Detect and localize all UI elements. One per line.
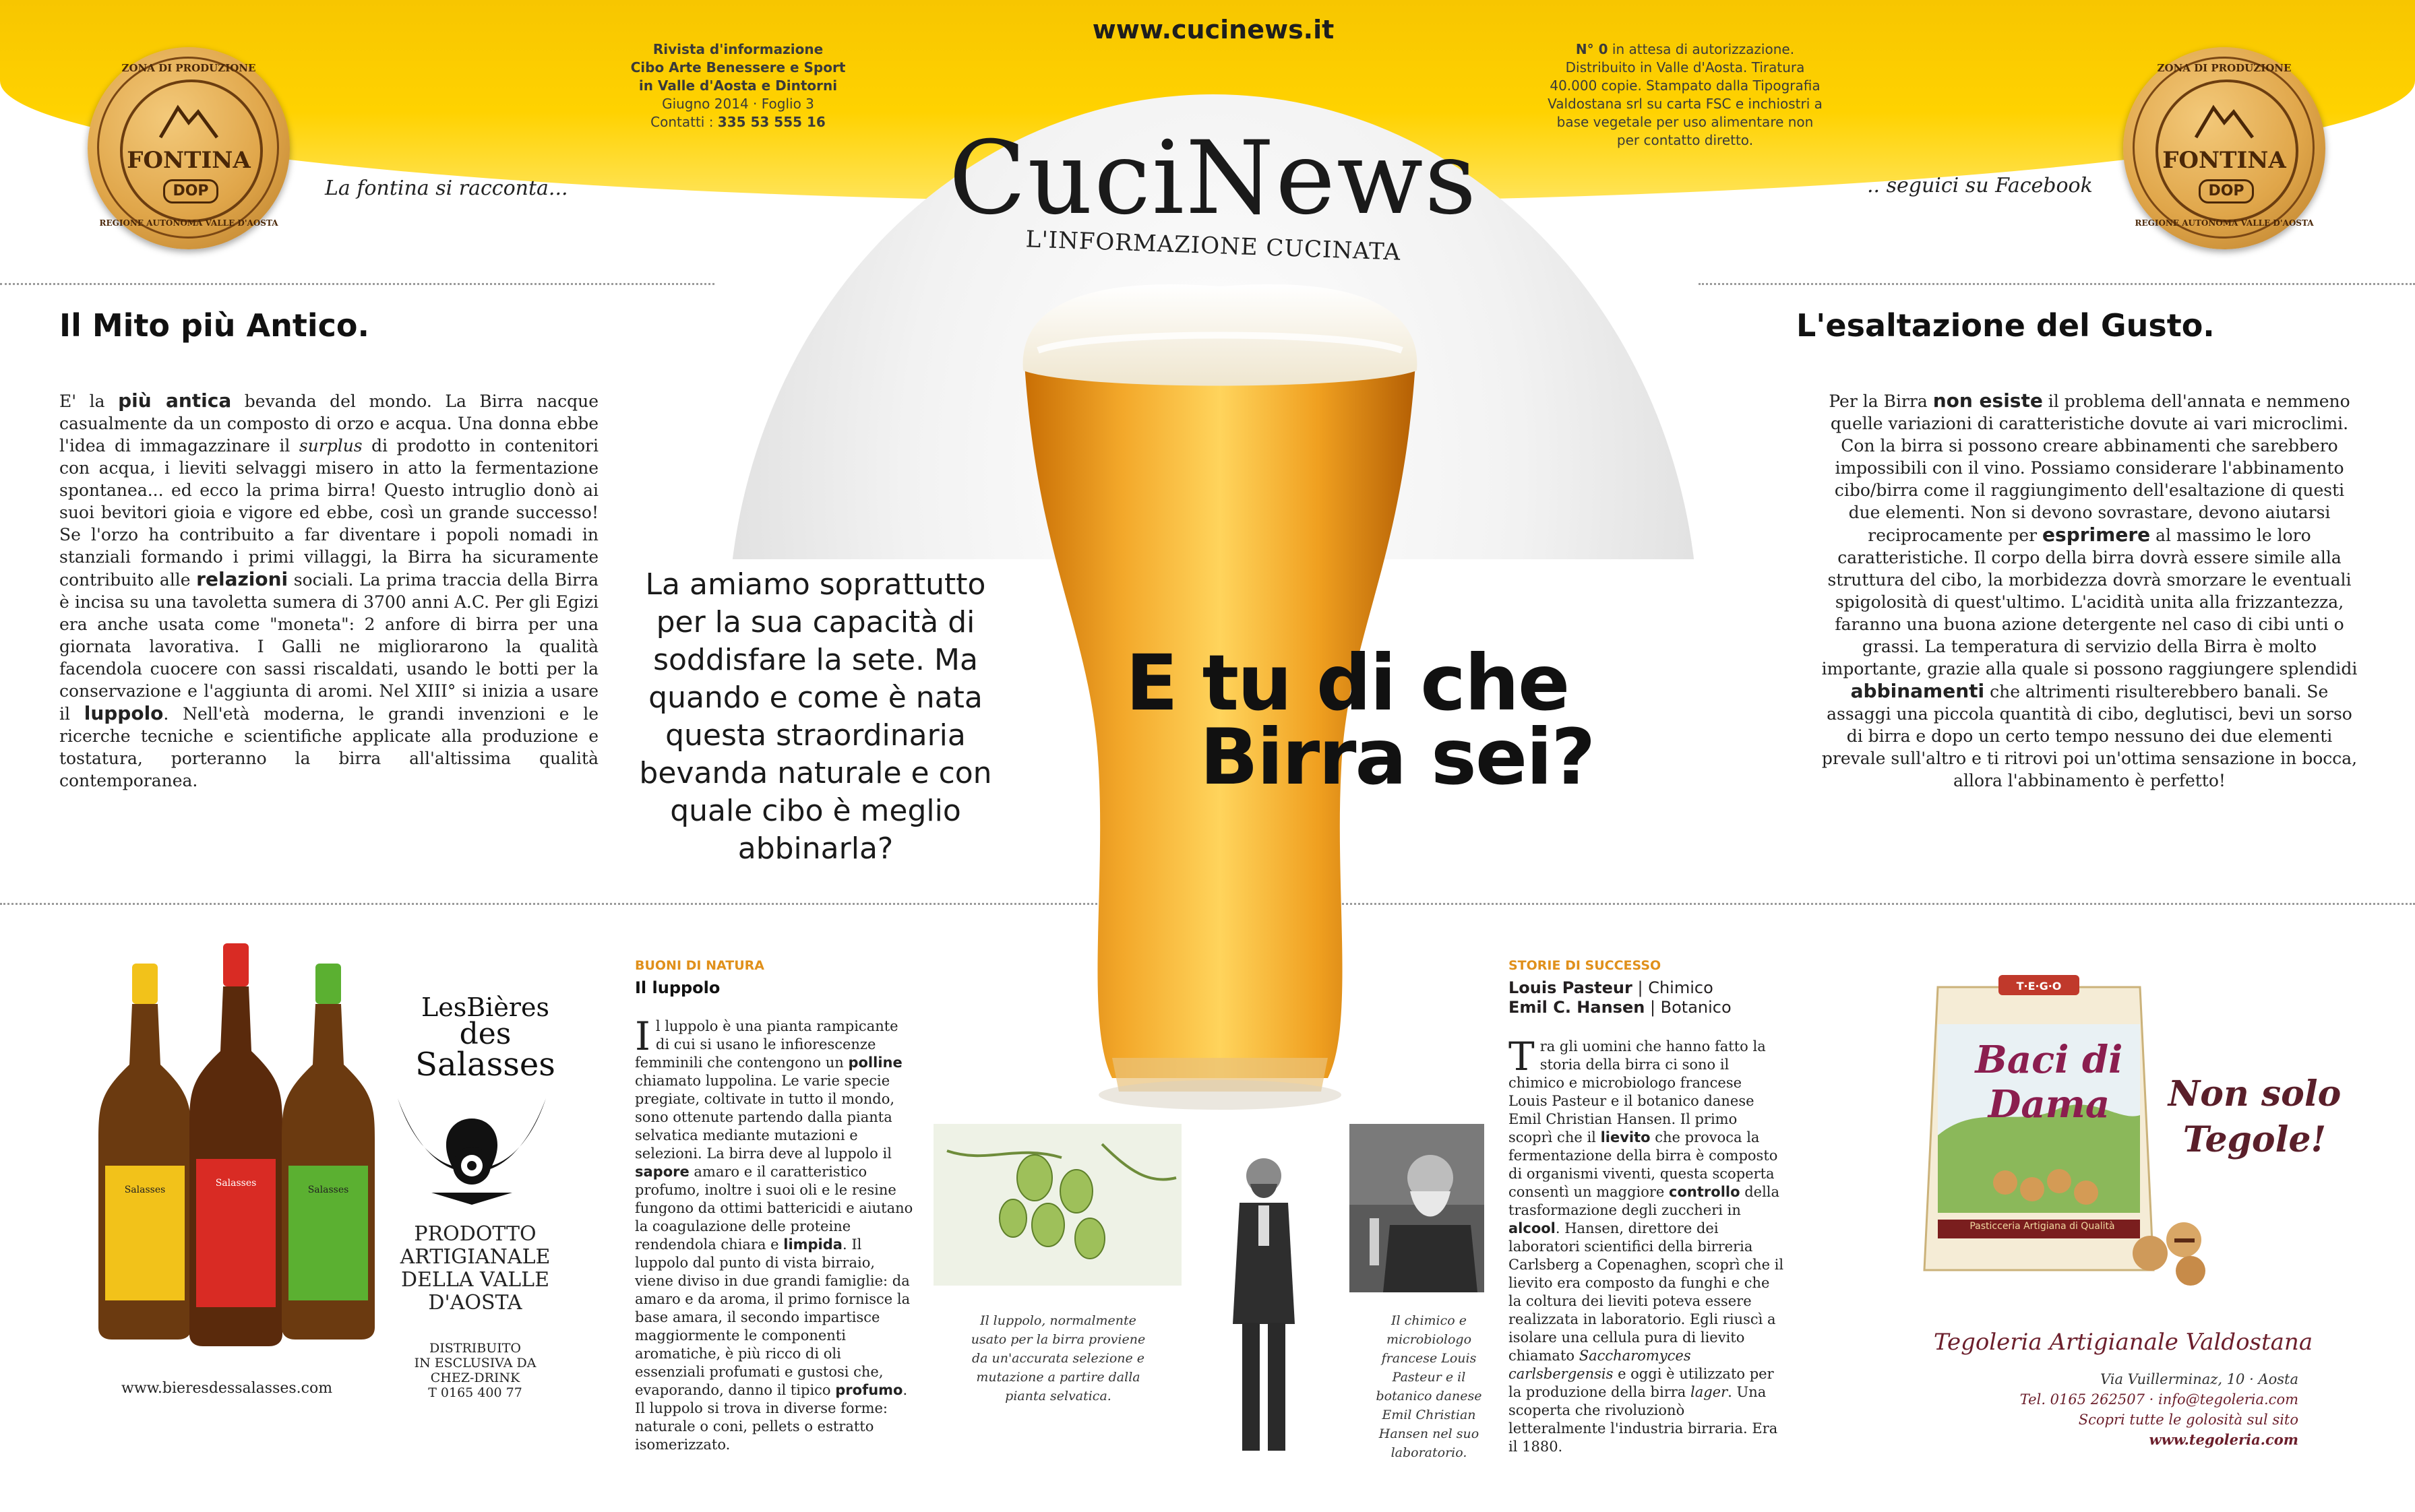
- salasses-logo: [404, 994, 566, 1081]
- issue-number: N° 0: [1575, 41, 1608, 57]
- info-right-line4: Valdostana srl su carta FSC e inchiostri a: [1548, 96, 1823, 112]
- info-right-line5: base vegetale per uso alimentare non: [1556, 114, 1814, 130]
- role-hansen: | Botanico: [1645, 998, 1732, 1017]
- center-question: La amiamo soprattutto per la sua capacità di soddisfare la sete. Ma quando e come è nata questa straordinaria bevanda naturale e con quale cibo è meglio abbinarla?: [639, 567, 992, 866]
- left-article-title: Il Mito più Antico.: [59, 307, 369, 344]
- hops-photo: [934, 1124, 1182, 1286]
- green-bottle: [278, 964, 379, 1341]
- name-hansen: Emil C. Hansen: [1508, 998, 1645, 1017]
- salasses-logo-line1: LesBières: [421, 993, 549, 1022]
- divider-top-left: [0, 283, 714, 285]
- info-left-line2: Cibo Arte Benessere e Sport: [630, 59, 846, 75]
- info-right-line2: Distribuito in Valle d'Aosta. Tiratura: [1565, 59, 1805, 75]
- bottle-label-text: Salasses: [124, 1185, 166, 1195]
- scientists-caption: Il chimico e microbiologo francese Louis Pasteur e il botanico danese Emil Christian Hansen nel suo laboratorio.: [1376, 1313, 1482, 1460]
- viking-emblem: [391, 1092, 553, 1206]
- masthead-title: CuciNews: [948, 120, 1478, 237]
- seal-dop-badge: DOP: [163, 179, 218, 203]
- seal-top-text: ZONA DI PRODUZIONE: [2157, 62, 2292, 74]
- headline-line1: E tu di che: [1126, 638, 1569, 728]
- success-kicker: STORIE DI SUCCESSO: [1508, 958, 1661, 973]
- svg-text:T·E·G·O: T·E·G·O: [2016, 980, 2062, 993]
- hops-caption: Il luppolo, normalmente usato per la birra proviene da un'accurata selezione e mutazione a partire dalla pianta selvatica.: [971, 1313, 1146, 1404]
- seal-top-text: ZONA DI PRODUZIONE: [121, 62, 256, 74]
- baci-di-dama-logo: Baci di Dama: [1975, 1038, 2123, 1127]
- tegoleria-address: Via Vuillerminaz, 10 · Aosta: [2100, 1371, 2298, 1387]
- seal-brand: FONTINA: [127, 147, 251, 174]
- success-names: [1508, 978, 1732, 1017]
- name-pasteur: Louis Pasteur: [1508, 978, 1632, 997]
- red-bottle: [185, 943, 286, 1348]
- tegoleria-website[interactable]: www.tegoleria.com: [2149, 1431, 2298, 1448]
- masthead-tagline: L'INFORMAZIONE CUCINATA: [1025, 226, 1401, 266]
- bottle-label-text: Salasses: [307, 1185, 349, 1195]
- pasteur-photo: [1223, 1149, 1304, 1466]
- issue-info-left: [610, 40, 866, 131]
- salasses-website[interactable]: www.bieresdessalasses.com: [121, 1380, 333, 1397]
- product-claim: PRODOTTO ARTIGIANALE DELLA VALLE D'AOSTA: [400, 1222, 551, 1315]
- yellow-bottle: [94, 964, 195, 1341]
- right-article-body: Per la Birra non esiste il problema dell'annata e nemmeno quelle variazioni di caratteristiche dovute ai vari microclimi. Con la birra si possono creare abbinamenti che sarebbero impossibili con il vino. Possiamo considerare l'abbinamento cibo/birra come il raggiungimento dell'esaltazione di questi due elementi. Non si devono sovrastare, devono aiutarsi reciprocamente per esprimere al massimo le loro caratteristiche. Il corpo della birra dovrà essere simile alla struttura del cibo, la morbidezza dovrà smorzare le eventuali spigolosità di quest'ultimo. L'acidità unita alla frizzantezza, faranno una buona azione detergente nel caso di cibi unti o grassi. La temperatura di servizio della Birra è molto importante, grazie alla quale si possono raggiungere splendidi abbinamenti che altrimenti risulterebbero banali. Se assaggi una piccola quantità di cibo, deglutisci, bevi un sorso di birra e dopo un certo tempo nessuno dei due elementi prevale sull'altro e ti ritrovi poi un'ottima sensazione in bocca, allora l'abbinamento è perfetto!: [1821, 389, 2358, 790]
- right-article-title: L'esaltazione del Gusto.: [1796, 307, 2215, 344]
- tegoleria-discover: Scopri tutte le golosità sul sito: [2078, 1412, 2298, 1428]
- tegoleria-contacts: [1982, 1369, 2298, 1450]
- fontina-dop-seal-left: [88, 47, 290, 249]
- left-slogan: La fontina si racconta...: [325, 177, 568, 200]
- contacts-phone: 335 53 555 16: [717, 114, 826, 130]
- bag-footer-text: Pasticceria Artigiana di Qualità: [1969, 1221, 2115, 1232]
- info-left-line4: Giugno 2014 · Foglio 3: [662, 96, 814, 112]
- seal-brand: FONTINA: [2162, 147, 2286, 174]
- luppolo-title: Il luppolo: [635, 978, 721, 997]
- seal-dop-badge: DOP: [2199, 179, 2254, 203]
- hansen-photo: [1349, 1124, 1484, 1292]
- divider-top-right: [1699, 283, 2415, 285]
- tegoleria-company: Tegoleria Artigianale Valdostana: [1933, 1329, 2313, 1356]
- issue-info-right: [1543, 40, 1827, 150]
- info-left-line1: Rivista d'informazione: [652, 41, 824, 57]
- non-solo-tegole-slogan: Non solo Tegole!: [2168, 1073, 2342, 1160]
- bottle-label-text: Salasses: [215, 1178, 257, 1189]
- salasses-logo-line2: des: [459, 1017, 512, 1051]
- luppolo-kicker: BUONI DI NATURA: [635, 958, 764, 973]
- success-dropcap: T: [1508, 1034, 1535, 1079]
- mountain-icon: [158, 100, 220, 140]
- luppolo-dropcap: I: [635, 1013, 650, 1059]
- success-body: Tra gli uomini che hanno fatto la storia della birra ci sono il chimico e microbiologo francese Louis Pasteur e il botanico danese Emil Christian Hansen. Il primo scoprì che il lievito che provoca la fermentazione della birra è composto di organismi viventi, questa scoperta consentì un maggiore controllo della trasformazione degli zuccheri in alcool. Hansen, direttore dei laboratori scientifici della birreria Carlsberg a Copenaghen, scoprì che il lievito era composto da funghi e che la coltura dei lieviti poteva essere realizzata in laboratorio. Egli riuscì a isolare una cellula pura di lievito chiamato Saccharomyces carlsbergensis e oggi è utilizzato per la produzione della birra lager. Una scoperta che rivoluzionò letteralmente l'industria birraria. Era il 1880.: [1508, 1034, 1784, 1455]
- seal-bottom-text: REGIONE AUTONOMA VALLE D'AOSTA: [2135, 218, 2314, 228]
- role-pasteur: | Chimico: [1632, 978, 1713, 997]
- luppolo-body: Il luppolo è una pianta rampicante di cui si usano le infiorescenze femminili che contengono un polline chiamato luppolina. Le varie specie pregiate, coltivate in tutto il mondo, sono ottenute partendo dalla pianta selvatica mediante mutazioni e selezioni. La birra deve al luppolo il sapore amaro e il caratteristico profumo, inoltre i suoi oli e le resine fungono da ottimi battericidi e aiutano la coagulazione delle proteine rendendola chiara e limpida. Il luppolo dal punto di vista birraio, viene diviso in due grandi famiglie: da amaro e da aroma, il primo fornisce la base amara, il secondo impartisce maggiormente le componenti aromatiche, è più ricco di oli essenziali profumati e gustosi che, evaporando, danno il tipico profumo. Il luppolo si trova in diverse forme: naturale o coni, pellets o estratto isomerizzato.: [635, 1013, 913, 1453]
- cookies-image: [2123, 1206, 2218, 1287]
- contacts-label: Contatti :: [650, 114, 718, 130]
- website-url[interactable]: www.cucinews.it: [1092, 15, 1335, 44]
- info-right-line6: per contatto diretto.: [1616, 132, 1754, 148]
- info-left-line3: in Valle d'Aosta e Dintorni: [638, 77, 838, 94]
- left-article-body: E' la più antica bevanda del mondo. La Birra nacque casualmente da un composto di orzo e acqua. Una donna ebbe l'idea di immagazzinare il surplus di prodotto in contenitori con acqua, i lieviti selvaggi misero in atto la fermentazione spontanea... ed ecco la prima birra! Questo intruglio donò ai suoi bevitori gioia e vigore ed ebbe, così un grande successo! Se l'orzo ha contribuito a far diventare i popoli nomadi in stanziali formando i primi villaggi, la Birra ha sicuramente contribuito alle relazioni sociali. La prima traccia della Birra è incisa su una tavoletta sumera di 3700 anni A.C. Per gli Egizi era anche usata come "moneta": 2 anfore di birra per una giornata lavorativa. I Galli ne migliorarono la qualità facendola cuocere con sassi riscaldati, usando le botti per la conservazione e l'aggiunta di aromi. Nel XIII° si inizia a usare il luppolo. Nell'età moderna, le grandi invenzioni e le ricerche tecniche e scientifiche applicate alla produzione e tostatura, porteranno la birra all'altissima qualità contemporanea.: [59, 389, 599, 790]
- info-right-line1: in attesa di autorizzazione.: [1608, 41, 1795, 57]
- mountain-icon: [2193, 100, 2255, 140]
- seal-bottom-text: REGIONE AUTONOMA VALLE D'AOSTA: [99, 218, 278, 228]
- info-right-line3: 40.000 copie. Stampato dalla Tipografia: [1550, 77, 1821, 94]
- tegoleria-phone-email[interactable]: Tel. 0165 262507 · info@tegoleria.com: [2019, 1391, 2298, 1408]
- facebook-link[interactable]: .. seguici su Facebook: [1867, 174, 2093, 197]
- fontina-dop-seal-right: [2123, 47, 2325, 249]
- beer-bottles-image: [94, 943, 404, 1348]
- distributor-info: DISTRIBUITO IN ESCLUSIVA DA CHEZ-DRINK T 0165 400 77: [414, 1341, 537, 1400]
- info-left-line5: [610, 113, 866, 131]
- headline-line2: Birra sei?: [1200, 712, 1595, 802]
- salasses-logo-line3: Salasses: [415, 1046, 555, 1083]
